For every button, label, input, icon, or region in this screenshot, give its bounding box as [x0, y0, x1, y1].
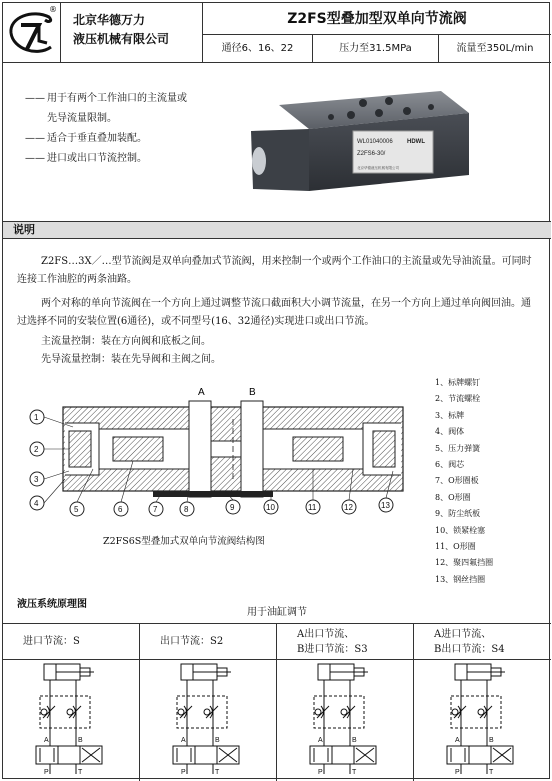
port-label: T [215, 769, 220, 776]
legend-item: 11、O形圈 [435, 542, 476, 552]
check-valve [67, 709, 73, 715]
port-label: P [318, 769, 323, 776]
col-header: 出口节流：S2 [140, 624, 276, 660]
check-valve [341, 709, 347, 715]
check-valve [204, 709, 210, 715]
callout-4: 4 [34, 499, 39, 508]
hydraulic-symbols [2, 660, 550, 778]
circuit-symbol [36, 664, 102, 776]
port-label: A [181, 737, 186, 744]
check-valve [478, 709, 484, 715]
callout-10: 10 [266, 503, 275, 512]
photo-label-1: WL01040006 [357, 139, 393, 145]
drawing-caption: Z2FS6S型叠加式双单向节流阀结构图 [103, 536, 265, 547]
port-label: A [44, 737, 49, 744]
description-paragraph: 两个对称的单向节流阀在一个方向上通过调整节流口截面积大小调节流量，在另一个方向上通过单向阀回油。通过选择不同的安装位置(6通径)，或不同型号(16、32通径)实现进口或出口节流。 [17, 298, 531, 327]
product-photo [251, 83, 486, 198]
port-label: B [489, 737, 494, 744]
port-label: A [318, 737, 323, 744]
description-paragraph: 主流量控制：装在方向阀和底板之间。 [41, 336, 211, 347]
callout-9: 9 [230, 503, 235, 512]
port-a-label: A [198, 387, 205, 398]
port-label: T [78, 769, 83, 776]
description-paragraph: 先导流量控制：装在先导阀和主阀之间。 [41, 354, 221, 365]
legend-item: 2、节流螺栓 [435, 394, 481, 404]
port-label: P [181, 769, 186, 776]
check-valve [315, 709, 321, 715]
legend-item: 9、防尘纸板 [435, 509, 481, 519]
port-label: P [44, 769, 49, 776]
port-label: B [78, 737, 83, 744]
company-logo [3, 3, 61, 63]
legend-item: 6、阀芯 [435, 460, 465, 470]
company-name-line2: 液压机械有限公司 [73, 32, 170, 46]
section-header: 说明 [3, 221, 551, 239]
photo-small-text: 北京华德液压机械有限公司 [357, 166, 399, 170]
hydraulic-subtitle: 用于油缸调节 [247, 607, 307, 618]
legend-item: 3、标牌 [435, 410, 465, 420]
registered-mark: ® [49, 5, 57, 14]
callout-12: 12 [344, 503, 353, 512]
legend-item: 5、压力弹簧 [435, 443, 481, 453]
callout-2: 2 [34, 445, 39, 454]
photo-label-2: Z2FS6-30/ [357, 151, 386, 157]
legend-item: 10、锁紧栓塞 [435, 525, 486, 535]
callout-6: 6 [118, 505, 123, 514]
callout-13: 13 [381, 501, 390, 510]
feature-list [25, 89, 187, 169]
port-label: T [489, 769, 494, 776]
valve-envelope [310, 746, 332, 764]
parts-legend [435, 375, 493, 588]
feature-item: —— 适合于垂直叠加装配。 [25, 133, 147, 144]
legend-item: 13、钢丝挡圈 [435, 574, 486, 584]
spec-flow: 流量至350L/min [456, 43, 534, 54]
valve-envelope [332, 746, 354, 764]
header [3, 3, 551, 63]
valve-envelope [195, 746, 217, 764]
feature-item: 先导流量限制。 [47, 113, 117, 124]
col-header: A出口节流、 B进口节流：S3 [277, 624, 413, 660]
callout-8: 8 [184, 505, 189, 514]
legend-item: 7、O形圈板 [435, 476, 479, 486]
callout-5: 5 [74, 505, 79, 514]
callout-1: 1 [34, 413, 39, 422]
legend-item: 12、聚四氟挡圈 [435, 558, 494, 568]
port-label: T [352, 769, 357, 776]
hydraulic-title: 液压系统原理图 [17, 599, 87, 610]
photo-brand: HDWL [407, 139, 425, 145]
description-paragraph: Z2FS…3X／…型节流阀是双单向叠加式节流阀，用来控制一个或两个工作油口的主流量或先导油流量。可同时连接工作油腔的两条油路。 [17, 256, 532, 285]
page-title: Z2FS型叠加型双单向节流阀 [203, 3, 551, 35]
company-name-line1: 北京华德万力 [73, 13, 146, 27]
port-label: A [455, 737, 460, 744]
valve-envelope [469, 746, 491, 764]
company-name [61, 3, 203, 63]
col-header: 进口节流：S [3, 624, 139, 660]
port-b-label: B [249, 387, 256, 398]
circuit-symbol [173, 664, 239, 776]
spec-pressure: 压力至31.5MPa [313, 35, 439, 63]
callout-11: 11 [308, 503, 317, 512]
port-label: B [215, 737, 220, 744]
circuit-symbol [310, 664, 376, 776]
valve-envelope [447, 746, 469, 764]
valve-envelope [58, 746, 80, 764]
spec-size: 通径6、16、22 [203, 35, 313, 63]
valve-envelope [36, 746, 58, 764]
feature-item: —— 用于有两个工作油口的主流量或 [25, 93, 187, 104]
check-valve [41, 709, 47, 715]
check-valve [178, 709, 184, 715]
port-label: P [455, 769, 460, 776]
cross-section-drawing [3, 379, 433, 529]
col-header: A进口节流、 B出口节流：S4 [414, 624, 551, 660]
feature-item: —— 进口或出口节流控制。 [25, 153, 147, 164]
legend-item: 8、O形圈 [435, 492, 471, 502]
callout-3: 3 [34, 475, 39, 484]
circuit-symbol [447, 664, 513, 776]
callout-7: 7 [153, 505, 158, 514]
port-label: B [352, 737, 357, 744]
valve-envelope [173, 746, 195, 764]
check-valve [452, 709, 458, 715]
legend-item: 1、标牌螺钉 [435, 378, 481, 387]
legend-item: 4、阀体 [435, 427, 465, 437]
